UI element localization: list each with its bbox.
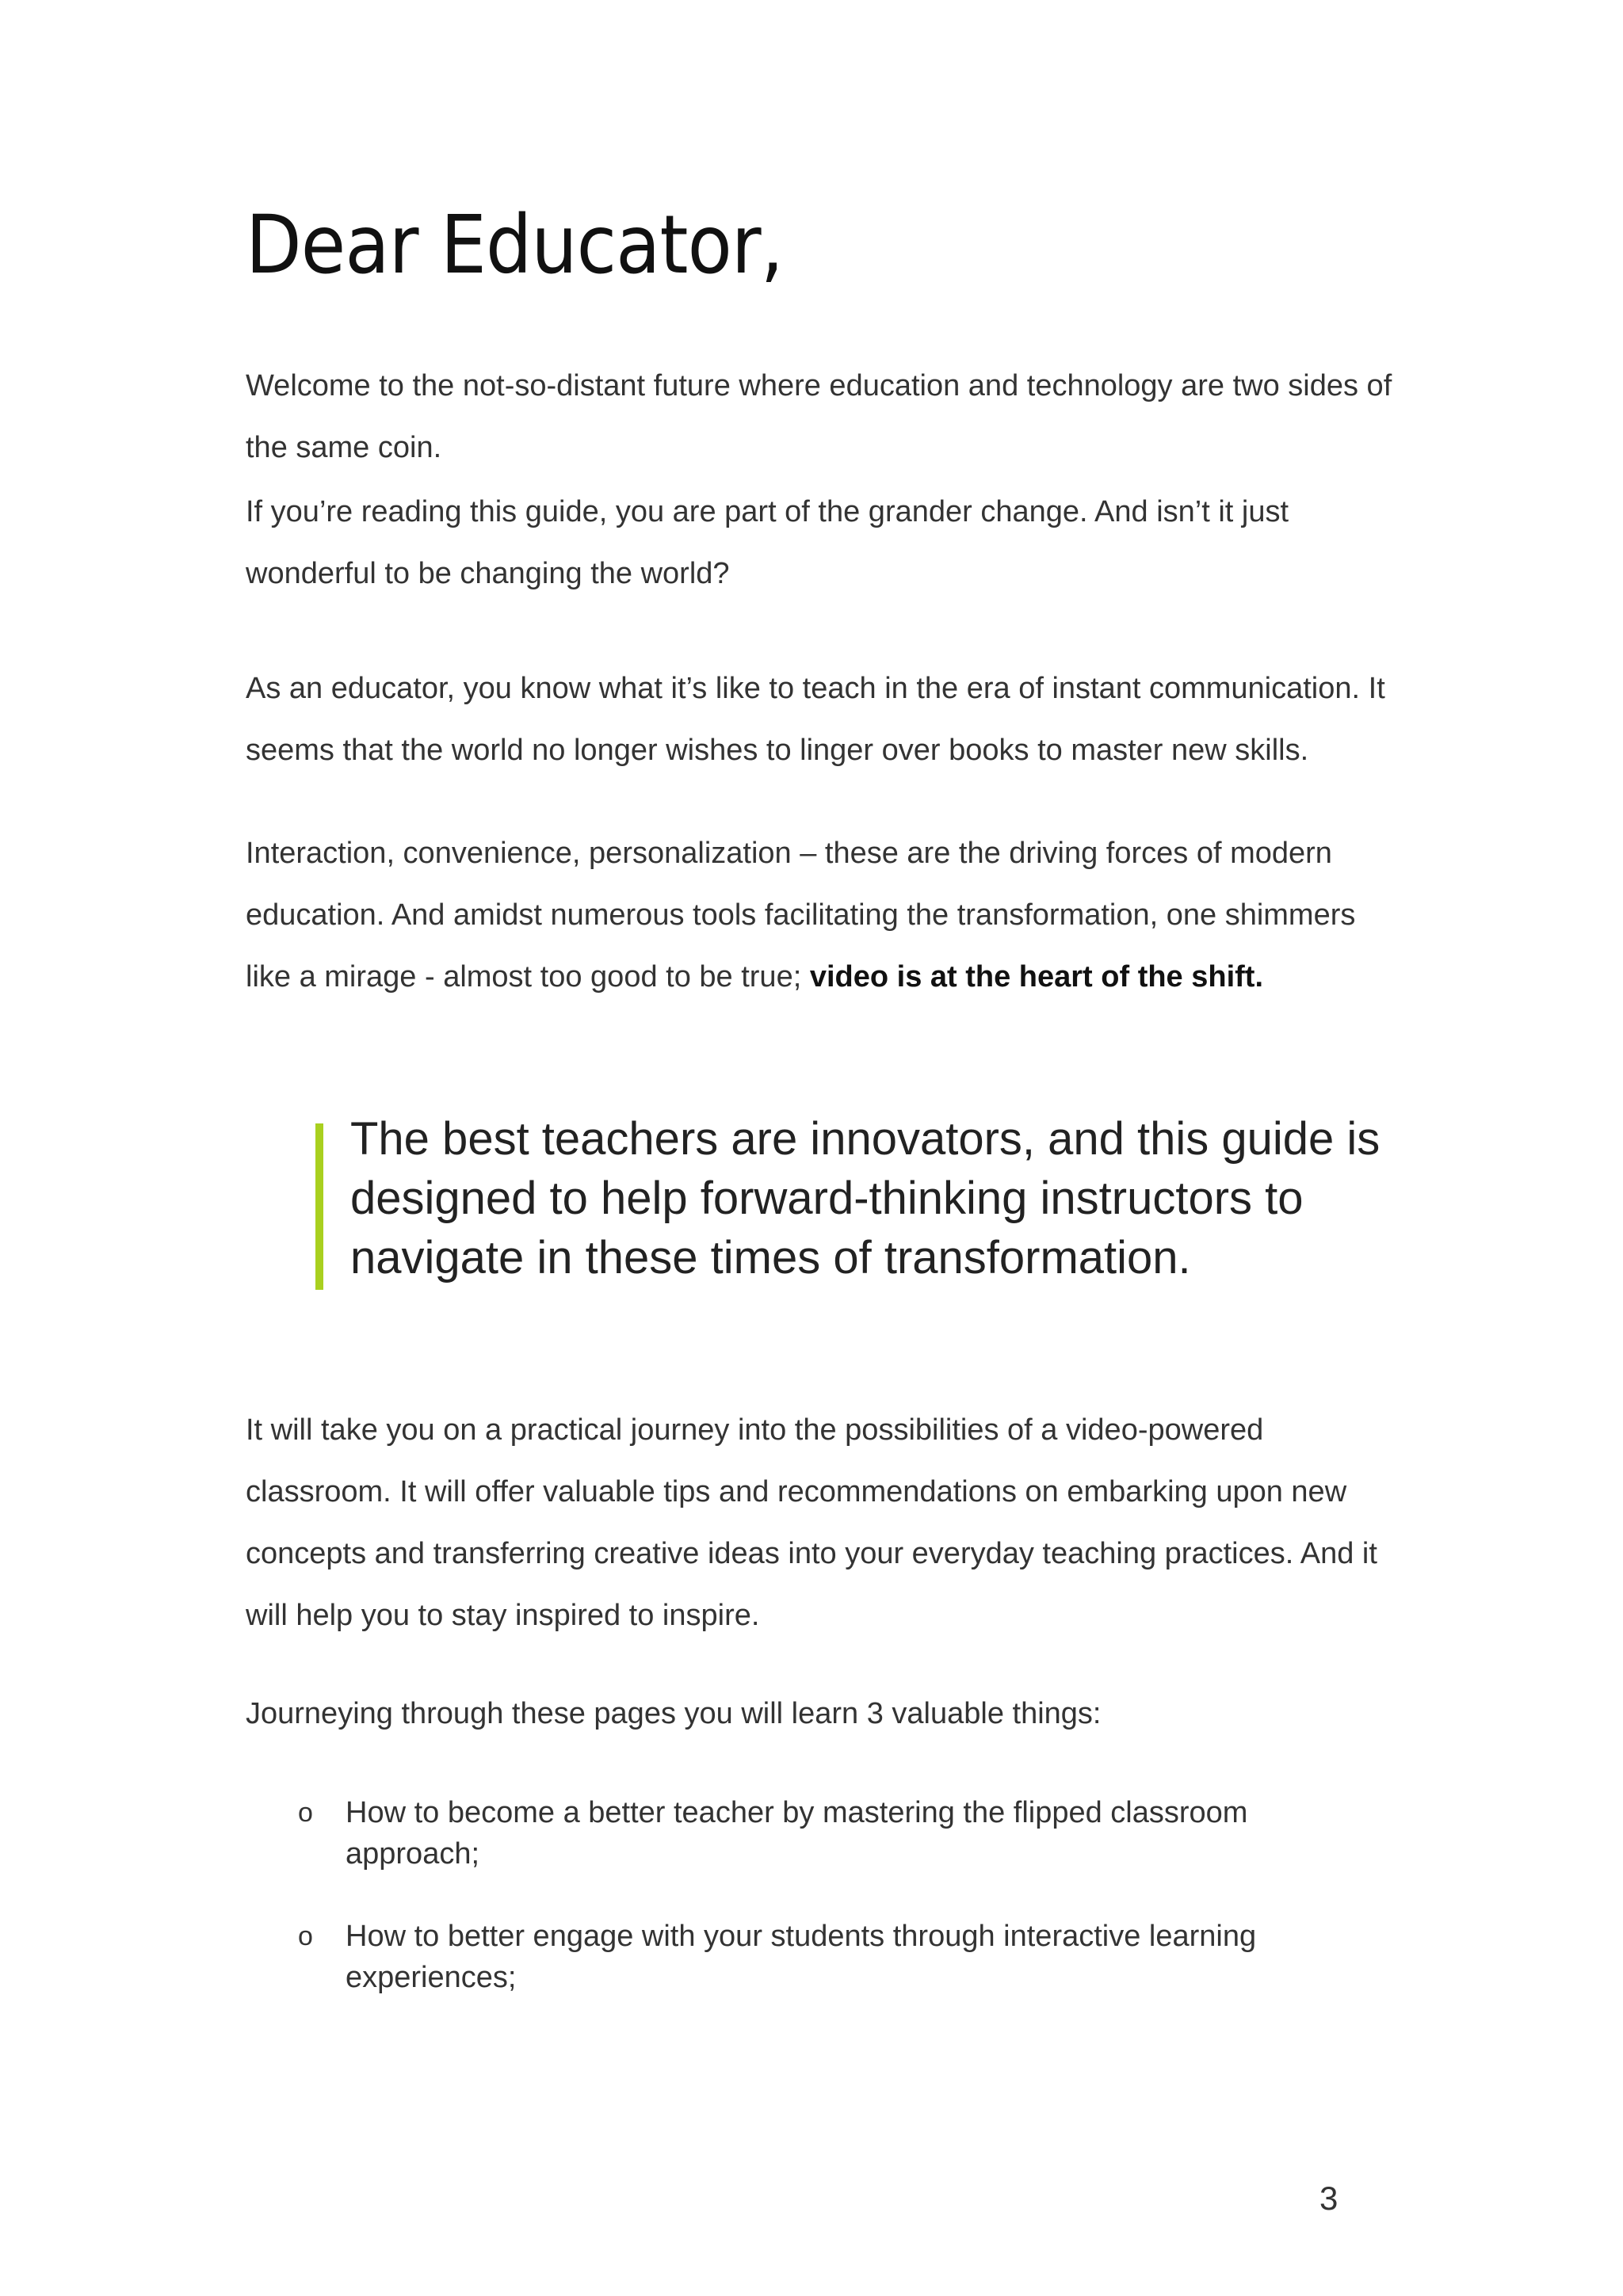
- driving-forces-text: Interaction, convenience, personalization – these are the driving forces of modern education. And amidst numerous tools facilitating the transformation, one shimmers like a mirage - almost too good to be true;: [246, 837, 1356, 994]
- list-item-text: How to better engage with your students through interactive learning experiences;: [346, 1920, 1257, 1994]
- circle-bullet-icon: o: [298, 1921, 313, 1951]
- list-item-text: How to become a better teacher by mastering the flipped classroom approach;: [346, 1796, 1248, 1871]
- reading-guide-paragraph: If you’re reading this guide, you are part of the grander change. And isn’t it just wonderful to be changing the world?: [246, 495, 1289, 590]
- pull-quote-text: The best teachers are innovators, and this guide is designed to help forward-thinking instructors to navigate in these times of transformation.: [350, 1113, 1381, 1283]
- intro-paragraph: Welcome to the not-so-distant future where education and technology are two sides of the same coin.: [246, 369, 1392, 464]
- page-number: 3: [1319, 2180, 1338, 2217]
- page-title: Dear Educator,: [246, 198, 784, 292]
- learn-things-paragraph: Journeying through these pages you will learn 3 valuable things:: [246, 1697, 1102, 1730]
- list-item: [246, 1916, 1376, 1998]
- pull-quote: [315, 1113, 1441, 1290]
- video-shift-emphasis: video is at the heart of the shift.: [809, 960, 1264, 994]
- educator-paragraph: As an educator, you know what it’s like to teach in the era of instant communication. It seems that the world no longer wishes to linger over books to master new skills.: [246, 672, 1385, 767]
- list-item: [246, 1792, 1376, 1875]
- bullet-list: [246, 1792, 1434, 2039]
- driving-forces-paragraph: [246, 822, 1395, 1008]
- journey-paragraph: It will take you on a practical journey into the possibilities of a video-powered classroom. It will offer valuable tips and recommendations on embarking upon new concepts and transferring creative ideas into your everyday teaching practices. And it will help you to stay inspired to inspire.: [246, 1413, 1377, 1632]
- circle-bullet-icon: o: [298, 1798, 313, 1828]
